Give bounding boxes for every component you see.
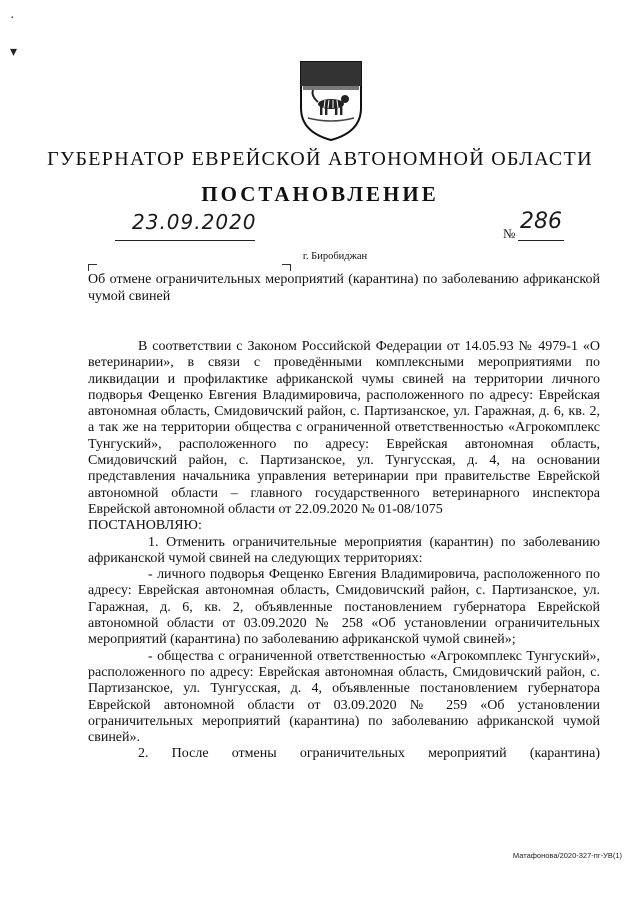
document-number: 286	[520, 209, 562, 234]
item-1: 1. Отменить ограничительные мероприятия (карантин) по заболеванию африканской чумой свиней на следующих территориях:	[88, 534, 600, 566]
item-1-a: - личного подворья Фещенко Евгения Владимировича, расположенного по адресу: Еврейская автономная область, Смидовичский район, с. Партизанское, ул. Гаражная, д. 6, кв. 2, объявленные постановлением губернатора Еврейской автономной области от 03.09.2020 № 258 «Об установлении ограничительных мероприятий (карантина) по заболеванию африканской чумой свиней»;	[88, 567, 600, 648]
subject-bracket-right	[282, 264, 291, 271]
preamble-paragraph: В соответствии с Законом Российской Федерации от 14.05.93 № 4979-1 «О ветеринарии», в связи с проведёнными комплексными мероприятиями по ликвидации и профилактике африканской чумы свиней на территории личного подворья Фещенко Евгения Владимировича, расположенного по адресу: Еврейская автономная область, Смидовичский район, с. Партизанское, ул. Гаражная, д. 6, кв. 2, а так же на территории общества с ограниченной ответственностью «Агрокомплекс Тунгуский», расположенного по адресу: Еврейская автономная область, Смидовичский район, с. Партизанское, ул. Тунгусская, д. 4, на основании представления начальника управления ветеринарии при правительстве Еврейской автономной области – главного государственного ветеринарного инспектора Еврейской автономной области от 22.09.2020 № 01-08/1075	[88, 339, 600, 517]
document-subject: Об отмене ограничительных мероприятий (карантина) по заболеванию африканской чумой свиней	[88, 272, 600, 304]
number-label: №	[503, 226, 516, 241]
document-date: 23.09.2020	[132, 210, 257, 234]
item-2: 2. После отмены ограничительных мероприятий (карантина)	[138, 746, 600, 762]
document-type-title: ПОСТАНОВЛЕНИЕ	[201, 182, 439, 206]
authority-title: ГУБЕРНАТОР ЕВРЕЙСКОЙ АВТОНОМНОЙ ОБЛАСТИ	[47, 148, 593, 170]
item-1-b: - общества с ограниченной ответственностью «Агрокомплекс Тунгуский», расположенного по адресу: Еврейская автономная область, Смидовичский район, с. Партизанское, ул. Тунгусская, д. 4, объявленные постановлением губернатора Еврейской автономной области от 03.09.2020 № 259 «Об установлении ограничительных мероприятий (карантина) по заболеванию африканской чумой свиней».	[88, 648, 600, 746]
coat-of-arms-icon	[298, 60, 364, 142]
resolve-heading: ПОСТАНОВЛЯЮ:	[88, 518, 202, 534]
subject-bracket-left	[88, 264, 97, 271]
margin-mark: ▾	[10, 45, 18, 60]
city-name: г. Биробиджан	[302, 251, 368, 262]
footer-code: Матафонова/2020-327-пг-УВ(1)	[512, 851, 622, 860]
margin-mark: ·	[10, 11, 15, 26]
document-body	[88, 339, 600, 763]
